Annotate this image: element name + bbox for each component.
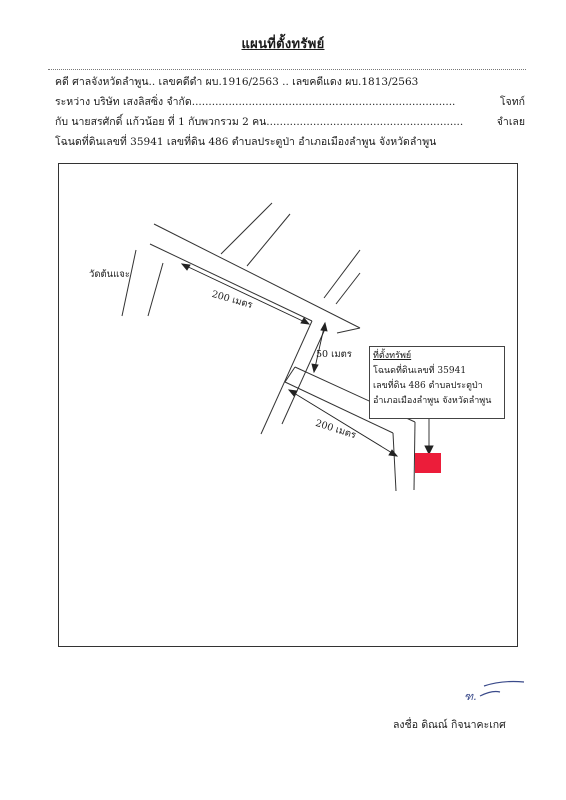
property-callout — [369, 346, 505, 419]
arrow-head-3b — [389, 450, 397, 456]
location-map — [58, 163, 518, 647]
distance-label-50: 50 เมตร — [316, 349, 352, 360]
distance-label-200-lower: 200 เมตร — [313, 417, 358, 442]
arrow-head-2a — [321, 323, 327, 331]
arrow-head-3a — [289, 390, 297, 396]
deed-line: โฉนดที่ดินเลขที่ 35941 เลขที่ดิน 486 ตำบลประตูป่า อำเภอเมืองลำพูน จังหวัดลำพูน — [55, 136, 437, 148]
temple-label: วัดต้นแจะ — [89, 269, 130, 280]
arrow-head-2b — [312, 364, 318, 372]
plaintiff-line — [55, 93, 525, 110]
upper-right-branch-a — [324, 250, 360, 298]
temple-lane-b — [148, 263, 163, 316]
main-road-end — [337, 328, 360, 333]
dist-arrow-1 — [182, 264, 309, 324]
temple-lane-a — [122, 250, 136, 316]
signature-stroke — [480, 682, 524, 697]
defendant-line — [55, 113, 525, 130]
callout-title: ที่ตั้งทรัพย์ — [373, 351, 412, 361]
upper-left-branch-a — [221, 203, 272, 254]
plaintiff-role: โจทก์ — [499, 96, 525, 108]
plaintiff-text: ระหว่าง บริษัท เสงลิสซิ่ง จำกัด............................................................................... — [55, 96, 456, 108]
signature-initial: ฑ. — [464, 690, 477, 703]
sw-road-a — [261, 321, 312, 434]
se-road-edge-lower-end — [393, 433, 396, 491]
defendant-role: จำเลย — [496, 116, 525, 128]
case-line: คดี ศาลจังหวัดลำพูน.. เลขคดีดำ ผบ.1916/2563 .. เลขคดีแดง ผบ.1813/2563 — [55, 76, 419, 88]
signature-mark — [462, 678, 532, 708]
document-title: แผนที่ตั้งทรัพย์ — [241, 37, 325, 52]
defendant-text: กับ นายสรศักดิ์ แก้วน้อย ที่ 1 กับพวกรวม 2 คน........................................................... — [55, 116, 464, 128]
callout-line-3: อำเภอเมืองลำพูน จังหวัดลำพูน — [373, 396, 492, 406]
callout-line-2: เลขที่ดิน 486 ตำบลประตูป่า — [373, 381, 483, 391]
main-road-edge-lower-left — [150, 244, 312, 321]
main-road-edge-upper — [154, 224, 360, 328]
arrow-head-1a — [182, 264, 190, 270]
callout-line-1: โฉนดที่ดินเลขที่ 35941 — [373, 366, 467, 376]
distance-label-200-upper: 200 เมตร — [210, 288, 254, 312]
header-divider — [48, 69, 526, 70]
property-location-marker — [415, 453, 441, 473]
signature-caption: ลงชื่อ ดิณณ์ กิจนาคะเกศ — [393, 719, 506, 731]
